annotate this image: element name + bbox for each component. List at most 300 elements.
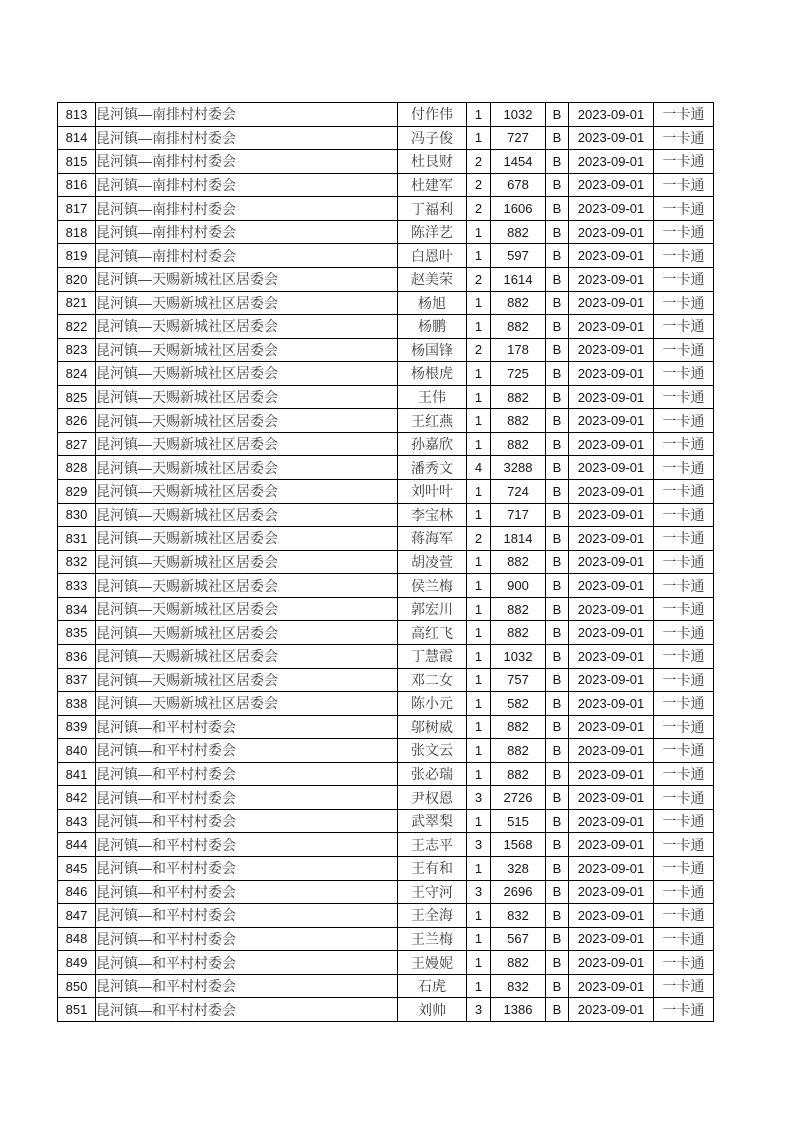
- date-cell: 2023-09-01: [569, 362, 654, 386]
- payment-channel-cell: 一卡通: [654, 315, 714, 339]
- payment-channel-cell: 一卡通: [654, 621, 714, 645]
- row-number-cell: 816: [58, 173, 96, 197]
- organization-cell: 昆河镇—南排村村委会: [96, 126, 398, 150]
- person-name-cell: 张必瑞: [398, 762, 467, 786]
- date-cell: 2023-09-01: [569, 550, 654, 574]
- table-row: [58, 857, 714, 881]
- payment-channel-cell: 一卡通: [654, 762, 714, 786]
- amount-cell: 717: [491, 503, 546, 527]
- count-cell: 2: [467, 197, 491, 221]
- payment-channel-cell: 一卡通: [654, 150, 714, 174]
- person-name-cell: 石虎: [398, 974, 467, 998]
- payment-channel-cell: 一卡通: [654, 220, 714, 244]
- table-row: [58, 315, 714, 339]
- type-flag-cell: B: [546, 739, 569, 763]
- payment-channel-cell: 一卡通: [654, 739, 714, 763]
- date-cell: 2023-09-01: [569, 103, 654, 127]
- organization-cell: 昆河镇—天赐新城社区居委会: [96, 362, 398, 386]
- row-number-cell: 851: [58, 998, 96, 1022]
- row-number-cell: 836: [58, 644, 96, 668]
- payment-channel-cell: 一卡通: [654, 197, 714, 221]
- type-flag-cell: B: [546, 857, 569, 881]
- type-flag-cell: B: [546, 291, 569, 315]
- amount-cell: 2696: [491, 880, 546, 904]
- payment-channel-cell: 一卡通: [654, 503, 714, 527]
- type-flag-cell: B: [546, 267, 569, 291]
- type-flag-cell: B: [546, 833, 569, 857]
- organization-cell: 昆河镇—天赐新城社区居委会: [96, 550, 398, 574]
- payment-channel-cell: 一卡通: [654, 574, 714, 598]
- organization-cell: 昆河镇—天赐新城社区居委会: [96, 409, 398, 433]
- amount-cell: 882: [491, 291, 546, 315]
- table-row: [58, 927, 714, 951]
- table-row: [58, 809, 714, 833]
- person-name-cell: 王伟: [398, 385, 467, 409]
- organization-cell: 昆河镇—和平村村委会: [96, 786, 398, 810]
- date-cell: 2023-09-01: [569, 173, 654, 197]
- payment-channel-cell: 一卡通: [654, 409, 714, 433]
- amount-cell: 727: [491, 126, 546, 150]
- person-name-cell: 赵美荣: [398, 267, 467, 291]
- row-number-cell: 817: [58, 197, 96, 221]
- person-name-cell: 侯兰梅: [398, 574, 467, 598]
- count-cell: 1: [467, 809, 491, 833]
- payment-channel-cell: 一卡通: [654, 456, 714, 480]
- payment-channel-cell: 一卡通: [654, 385, 714, 409]
- type-flag-cell: B: [546, 668, 569, 692]
- amount-cell: 178: [491, 338, 546, 362]
- type-flag-cell: B: [546, 762, 569, 786]
- count-cell: 1: [467, 244, 491, 268]
- table-row: [58, 692, 714, 716]
- amount-cell: 724: [491, 480, 546, 504]
- person-name-cell: 郭宏川: [398, 597, 467, 621]
- date-cell: 2023-09-01: [569, 998, 654, 1022]
- amount-cell: 678: [491, 173, 546, 197]
- date-cell: 2023-09-01: [569, 244, 654, 268]
- organization-cell: 昆河镇—和平村村委会: [96, 715, 398, 739]
- amount-cell: 882: [491, 432, 546, 456]
- organization-cell: 昆河镇—和平村村委会: [96, 904, 398, 928]
- table-row: [58, 480, 714, 504]
- organization-cell: 昆河镇—和平村村委会: [96, 998, 398, 1022]
- payment-channel-cell: 一卡通: [654, 173, 714, 197]
- payment-channel-cell: 一卡通: [654, 904, 714, 928]
- organization-cell: 昆河镇—天赐新城社区居委会: [96, 456, 398, 480]
- date-cell: 2023-09-01: [569, 715, 654, 739]
- date-cell: 2023-09-01: [569, 150, 654, 174]
- amount-cell: 567: [491, 927, 546, 951]
- row-number-cell: 839: [58, 715, 96, 739]
- payment-channel-cell: 一卡通: [654, 432, 714, 456]
- row-number-cell: 844: [58, 833, 96, 857]
- count-cell: 3: [467, 998, 491, 1022]
- row-number-cell: 843: [58, 809, 96, 833]
- table-row: [58, 432, 714, 456]
- payment-channel-cell: 一卡通: [654, 338, 714, 362]
- row-number-cell: 841: [58, 762, 96, 786]
- person-name-cell: 陈小元: [398, 692, 467, 716]
- row-number-cell: 834: [58, 597, 96, 621]
- amount-cell: 882: [491, 739, 546, 763]
- count-cell: 1: [467, 597, 491, 621]
- table-row: [58, 904, 714, 928]
- row-number-cell: 848: [58, 927, 96, 951]
- count-cell: 3: [467, 786, 491, 810]
- person-name-cell: 邬树威: [398, 715, 467, 739]
- date-cell: 2023-09-01: [569, 291, 654, 315]
- count-cell: 1: [467, 927, 491, 951]
- count-cell: 1: [467, 480, 491, 504]
- type-flag-cell: B: [546, 597, 569, 621]
- organization-cell: 昆河镇—南排村村委会: [96, 197, 398, 221]
- person-name-cell: 杨鹏: [398, 315, 467, 339]
- row-number-cell: 845: [58, 857, 96, 881]
- person-name-cell: 丁慧霞: [398, 644, 467, 668]
- date-cell: 2023-09-01: [569, 409, 654, 433]
- type-flag-cell: B: [546, 550, 569, 574]
- person-name-cell: 胡凌萱: [398, 550, 467, 574]
- count-cell: 1: [467, 126, 491, 150]
- payment-channel-cell: 一卡通: [654, 644, 714, 668]
- date-cell: 2023-09-01: [569, 574, 654, 598]
- date-cell: 2023-09-01: [569, 739, 654, 763]
- payment-records-table: [57, 102, 714, 1022]
- organization-cell: 昆河镇—天赐新城社区居委会: [96, 385, 398, 409]
- date-cell: 2023-09-01: [569, 692, 654, 716]
- payment-channel-cell: 一卡通: [654, 857, 714, 881]
- type-flag-cell: B: [546, 644, 569, 668]
- row-number-cell: 823: [58, 338, 96, 362]
- table-row: [58, 173, 714, 197]
- table-row: [58, 880, 714, 904]
- date-cell: 2023-09-01: [569, 338, 654, 362]
- table-row: [58, 503, 714, 527]
- amount-cell: 882: [491, 597, 546, 621]
- person-name-cell: 张文云: [398, 739, 467, 763]
- payment-channel-cell: 一卡通: [654, 291, 714, 315]
- count-cell: 1: [467, 951, 491, 975]
- type-flag-cell: B: [546, 385, 569, 409]
- row-number-cell: 821: [58, 291, 96, 315]
- organization-cell: 昆河镇—和平村村委会: [96, 833, 398, 857]
- organization-cell: 昆河镇—天赐新城社区居委会: [96, 338, 398, 362]
- amount-cell: 1614: [491, 267, 546, 291]
- count-cell: 2: [467, 173, 491, 197]
- amount-cell: 882: [491, 715, 546, 739]
- type-flag-cell: B: [546, 503, 569, 527]
- count-cell: 1: [467, 904, 491, 928]
- table-row: [58, 597, 714, 621]
- type-flag-cell: B: [546, 904, 569, 928]
- table-row: [58, 126, 714, 150]
- organization-cell: 昆河镇—天赐新城社区居委会: [96, 644, 398, 668]
- row-number-cell: 826: [58, 409, 96, 433]
- count-cell: 1: [467, 692, 491, 716]
- amount-cell: 882: [491, 951, 546, 975]
- row-number-cell: 833: [58, 574, 96, 598]
- row-number-cell: 828: [58, 456, 96, 480]
- count-cell: 3: [467, 833, 491, 857]
- type-flag-cell: B: [546, 715, 569, 739]
- row-number-cell: 815: [58, 150, 96, 174]
- date-cell: 2023-09-01: [569, 126, 654, 150]
- row-number-cell: 813: [58, 103, 96, 127]
- count-cell: 1: [467, 503, 491, 527]
- type-flag-cell: B: [546, 126, 569, 150]
- organization-cell: 昆河镇—天赐新城社区居委会: [96, 315, 398, 339]
- organization-cell: 昆河镇—南排村村委会: [96, 150, 398, 174]
- payment-channel-cell: 一卡通: [654, 809, 714, 833]
- row-number-cell: 832: [58, 550, 96, 574]
- date-cell: 2023-09-01: [569, 220, 654, 244]
- type-flag-cell: B: [546, 527, 569, 551]
- date-cell: 2023-09-01: [569, 668, 654, 692]
- type-flag-cell: B: [546, 951, 569, 975]
- organization-cell: 昆河镇—和平村村委会: [96, 974, 398, 998]
- person-name-cell: 冯子俊: [398, 126, 467, 150]
- table-row: [58, 762, 714, 786]
- date-cell: 2023-09-01: [569, 809, 654, 833]
- date-cell: 2023-09-01: [569, 857, 654, 881]
- date-cell: 2023-09-01: [569, 951, 654, 975]
- amount-cell: 328: [491, 857, 546, 881]
- amount-cell: 2726: [491, 786, 546, 810]
- table-row: [58, 150, 714, 174]
- type-flag-cell: B: [546, 103, 569, 127]
- table-row: [58, 197, 714, 221]
- table-row: [58, 291, 714, 315]
- date-cell: 2023-09-01: [569, 432, 654, 456]
- date-cell: 2023-09-01: [569, 974, 654, 998]
- payment-channel-cell: 一卡通: [654, 267, 714, 291]
- date-cell: 2023-09-01: [569, 597, 654, 621]
- person-name-cell: 陈洋艺: [398, 220, 467, 244]
- person-name-cell: 王守河: [398, 880, 467, 904]
- table-row: [58, 385, 714, 409]
- type-flag-cell: B: [546, 998, 569, 1022]
- count-cell: 2: [467, 267, 491, 291]
- row-number-cell: 847: [58, 904, 96, 928]
- type-flag-cell: B: [546, 197, 569, 221]
- person-name-cell: 杨旭: [398, 291, 467, 315]
- date-cell: 2023-09-01: [569, 267, 654, 291]
- type-flag-cell: B: [546, 244, 569, 268]
- amount-cell: 882: [491, 385, 546, 409]
- count-cell: 1: [467, 432, 491, 456]
- date-cell: 2023-09-01: [569, 762, 654, 786]
- organization-cell: 昆河镇—和平村村委会: [96, 951, 398, 975]
- organization-cell: 昆河镇—天赐新城社区居委会: [96, 291, 398, 315]
- count-cell: 1: [467, 715, 491, 739]
- row-number-cell: 824: [58, 362, 96, 386]
- type-flag-cell: B: [546, 574, 569, 598]
- amount-cell: 882: [491, 550, 546, 574]
- person-name-cell: 王志平: [398, 833, 467, 857]
- payment-channel-cell: 一卡通: [654, 974, 714, 998]
- person-name-cell: 潘秀文: [398, 456, 467, 480]
- count-cell: 1: [467, 621, 491, 645]
- date-cell: 2023-09-01: [569, 621, 654, 645]
- payment-channel-cell: 一卡通: [654, 527, 714, 551]
- organization-cell: 昆河镇—南排村村委会: [96, 244, 398, 268]
- payment-channel-cell: 一卡通: [654, 951, 714, 975]
- payment-channel-cell: 一卡通: [654, 362, 714, 386]
- organization-cell: 昆河镇—天赐新城社区居委会: [96, 574, 398, 598]
- type-flag-cell: B: [546, 220, 569, 244]
- person-name-cell: 尹权恩: [398, 786, 467, 810]
- person-name-cell: 王嫚妮: [398, 951, 467, 975]
- organization-cell: 昆河镇—和平村村委会: [96, 762, 398, 786]
- amount-cell: 597: [491, 244, 546, 268]
- row-number-cell: 835: [58, 621, 96, 645]
- table-row: [58, 103, 714, 127]
- count-cell: 1: [467, 291, 491, 315]
- type-flag-cell: B: [546, 173, 569, 197]
- table-row: [58, 974, 714, 998]
- table-row: [58, 739, 714, 763]
- person-name-cell: 高红飞: [398, 621, 467, 645]
- date-cell: 2023-09-01: [569, 904, 654, 928]
- date-cell: 2023-09-01: [569, 786, 654, 810]
- payment-channel-cell: 一卡通: [654, 833, 714, 857]
- amount-cell: 1568: [491, 833, 546, 857]
- type-flag-cell: B: [546, 621, 569, 645]
- amount-cell: 882: [491, 409, 546, 433]
- row-number-cell: 819: [58, 244, 96, 268]
- payment-channel-cell: 一卡通: [654, 550, 714, 574]
- date-cell: 2023-09-01: [569, 456, 654, 480]
- table-row: [58, 574, 714, 598]
- person-name-cell: 刘叶叶: [398, 480, 467, 504]
- table-row: [58, 527, 714, 551]
- date-cell: 2023-09-01: [569, 503, 654, 527]
- person-name-cell: 李宝林: [398, 503, 467, 527]
- person-name-cell: 杜艮财: [398, 150, 467, 174]
- type-flag-cell: B: [546, 315, 569, 339]
- row-number-cell: 850: [58, 974, 96, 998]
- organization-cell: 昆河镇—南排村村委会: [96, 103, 398, 127]
- table-row: [58, 267, 714, 291]
- count-cell: 1: [467, 103, 491, 127]
- table-body: [58, 103, 714, 1022]
- row-number-cell: 837: [58, 668, 96, 692]
- person-name-cell: 白恩叶: [398, 244, 467, 268]
- payment-channel-cell: 一卡通: [654, 692, 714, 716]
- payment-channel-cell: 一卡通: [654, 668, 714, 692]
- amount-cell: 582: [491, 692, 546, 716]
- amount-cell: 1454: [491, 150, 546, 174]
- type-flag-cell: B: [546, 432, 569, 456]
- person-name-cell: 杨根虎: [398, 362, 467, 386]
- row-number-cell: 831: [58, 527, 96, 551]
- date-cell: 2023-09-01: [569, 480, 654, 504]
- type-flag-cell: B: [546, 927, 569, 951]
- person-name-cell: 武翠梨: [398, 809, 467, 833]
- person-name-cell: 王有和: [398, 857, 467, 881]
- date-cell: 2023-09-01: [569, 527, 654, 551]
- organization-cell: 昆河镇—和平村村委会: [96, 927, 398, 951]
- payment-channel-cell: 一卡通: [654, 927, 714, 951]
- amount-cell: 882: [491, 621, 546, 645]
- person-name-cell: 王兰梅: [398, 927, 467, 951]
- amount-cell: 515: [491, 809, 546, 833]
- date-cell: 2023-09-01: [569, 880, 654, 904]
- count-cell: 1: [467, 409, 491, 433]
- amount-cell: 1606: [491, 197, 546, 221]
- payment-channel-cell: 一卡通: [654, 103, 714, 127]
- date-cell: 2023-09-01: [569, 197, 654, 221]
- amount-cell: 1814: [491, 527, 546, 551]
- organization-cell: 昆河镇—天赐新城社区居委会: [96, 621, 398, 645]
- amount-cell: 882: [491, 762, 546, 786]
- organization-cell: 昆河镇—和平村村委会: [96, 809, 398, 833]
- organization-cell: 昆河镇—天赐新城社区居委会: [96, 267, 398, 291]
- row-number-cell: 829: [58, 480, 96, 504]
- count-cell: 1: [467, 574, 491, 598]
- payment-channel-cell: 一卡通: [654, 715, 714, 739]
- row-number-cell: 822: [58, 315, 96, 339]
- amount-cell: 882: [491, 315, 546, 339]
- date-cell: 2023-09-01: [569, 315, 654, 339]
- table-row: [58, 550, 714, 574]
- person-name-cell: 刘帅: [398, 998, 467, 1022]
- type-flag-cell: B: [546, 974, 569, 998]
- organization-cell: 昆河镇—天赐新城社区居委会: [96, 692, 398, 716]
- amount-cell: 725: [491, 362, 546, 386]
- date-cell: 2023-09-01: [569, 927, 654, 951]
- date-cell: 2023-09-01: [569, 833, 654, 857]
- table-row: [58, 456, 714, 480]
- type-flag-cell: B: [546, 809, 569, 833]
- table-row: [58, 951, 714, 975]
- row-number-cell: 842: [58, 786, 96, 810]
- payment-channel-cell: 一卡通: [654, 244, 714, 268]
- row-number-cell: 825: [58, 385, 96, 409]
- count-cell: 1: [467, 550, 491, 574]
- row-number-cell: 818: [58, 220, 96, 244]
- payment-channel-cell: 一卡通: [654, 597, 714, 621]
- count-cell: 1: [467, 362, 491, 386]
- amount-cell: 757: [491, 668, 546, 692]
- payment-channel-cell: 一卡通: [654, 880, 714, 904]
- person-name-cell: 蒋海军: [398, 527, 467, 551]
- organization-cell: 昆河镇—和平村村委会: [96, 739, 398, 763]
- person-name-cell: 付作伟: [398, 103, 467, 127]
- table-row: [58, 998, 714, 1022]
- organization-cell: 昆河镇—和平村村委会: [96, 880, 398, 904]
- payment-channel-cell: 一卡通: [654, 998, 714, 1022]
- amount-cell: 1032: [491, 644, 546, 668]
- amount-cell: 832: [491, 904, 546, 928]
- type-flag-cell: B: [546, 150, 569, 174]
- table-row: [58, 644, 714, 668]
- table-row: [58, 244, 714, 268]
- amount-cell: 882: [491, 220, 546, 244]
- type-flag-cell: B: [546, 409, 569, 433]
- person-name-cell: 孙嘉欣: [398, 432, 467, 456]
- count-cell: 1: [467, 739, 491, 763]
- organization-cell: 昆河镇—和平村村委会: [96, 857, 398, 881]
- date-cell: 2023-09-01: [569, 385, 654, 409]
- amount-cell: 3288: [491, 456, 546, 480]
- organization-cell: 昆河镇—天赐新城社区居委会: [96, 597, 398, 621]
- table-row: [58, 715, 714, 739]
- organization-cell: 昆河镇—天赐新城社区居委会: [96, 668, 398, 692]
- row-number-cell: 814: [58, 126, 96, 150]
- table-row: [58, 362, 714, 386]
- organization-cell: 昆河镇—天赐新城社区居委会: [96, 432, 398, 456]
